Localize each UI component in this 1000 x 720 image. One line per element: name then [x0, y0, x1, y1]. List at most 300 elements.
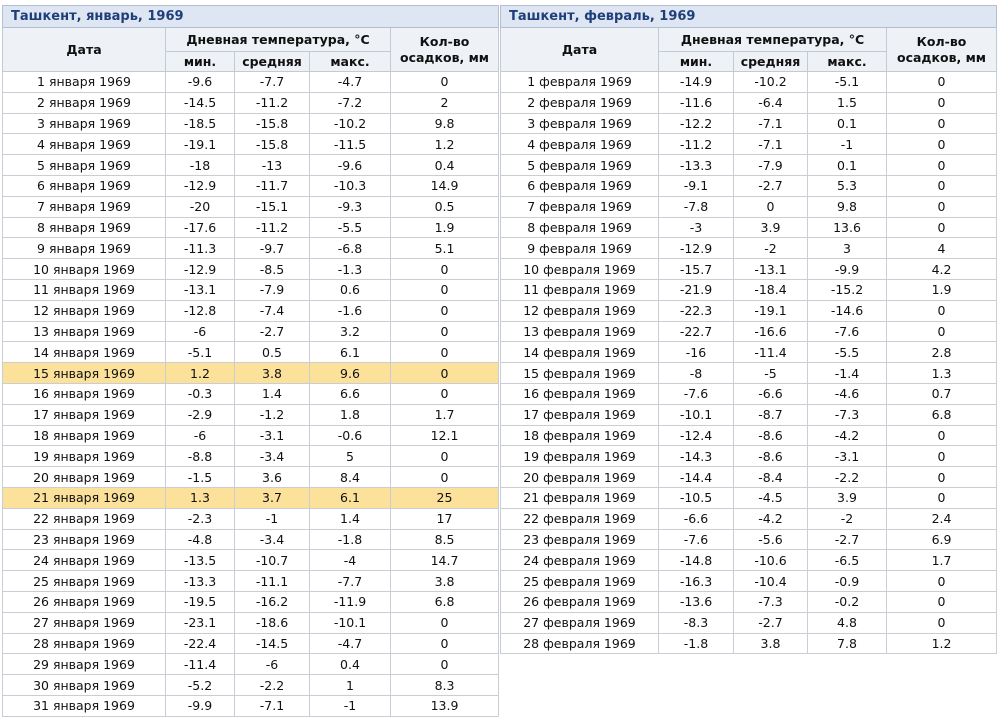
- cell-min-temp: -19.1: [166, 134, 235, 155]
- cell-min-temp: -11.6: [659, 92, 734, 113]
- cell-precipitation: 0: [887, 321, 997, 342]
- column-header-min: мин.: [659, 52, 734, 72]
- cell-date: 16 января 1969: [3, 383, 166, 404]
- table-row: [501, 529, 997, 550]
- table-row: [3, 529, 499, 550]
- cell-date: 10 февраля 1969: [501, 259, 659, 280]
- cell-min-temp: -18: [166, 155, 235, 176]
- cell-min-temp: -12.8: [166, 300, 235, 321]
- cell-max-temp: -4.6: [808, 383, 887, 404]
- table-row: [501, 467, 997, 488]
- cell-avg-temp: -16.6: [734, 321, 808, 342]
- table-row: [3, 591, 499, 612]
- cell-min-temp: -12.9: [659, 238, 734, 259]
- cell-precipitation: 0: [391, 654, 499, 675]
- cell-avg-temp: -10.6: [734, 550, 808, 571]
- cell-precipitation: 0: [887, 113, 997, 134]
- cell-max-temp: -1: [808, 134, 887, 155]
- cell-date: 6 февраля 1969: [501, 175, 659, 196]
- cell-precipitation: 0: [887, 217, 997, 238]
- cell-avg-temp: -7.9: [734, 155, 808, 176]
- cell-precipitation: 1.2: [391, 134, 499, 155]
- table-row: [501, 363, 997, 384]
- cell-date: 4 февраля 1969: [501, 134, 659, 155]
- cell-avg-temp: -1.2: [235, 404, 310, 425]
- cell-date: 19 февраля 1969: [501, 446, 659, 467]
- cell-avg-temp: -2.7: [734, 175, 808, 196]
- cell-precipitation: 1.7: [391, 404, 499, 425]
- cell-max-temp: 6.1: [310, 342, 391, 363]
- cell-precipitation: 14.9: [391, 175, 499, 196]
- column-header-max: макс.: [808, 52, 887, 72]
- cell-max-temp: 7.8: [808, 633, 887, 654]
- cell-avg-temp: -7.9: [235, 279, 310, 300]
- table-row: [501, 487, 997, 508]
- table-row: [3, 404, 499, 425]
- table-row: [501, 612, 997, 633]
- cell-avg-temp: -5: [734, 363, 808, 384]
- cell-precipitation: 14.7: [391, 550, 499, 571]
- cell-min-temp: -13.1: [166, 279, 235, 300]
- cell-min-temp: -19.5: [166, 591, 235, 612]
- table-row: [3, 675, 499, 696]
- table-row: [501, 571, 997, 592]
- cell-max-temp: 0.1: [808, 113, 887, 134]
- table-row: [501, 300, 997, 321]
- cell-avg-temp: 3.6: [235, 467, 310, 488]
- cell-precipitation: 0: [391, 633, 499, 654]
- cell-avg-temp: -15.8: [235, 134, 310, 155]
- table-row: [3, 363, 499, 384]
- cell-max-temp: 3.2: [310, 321, 391, 342]
- cell-avg-temp: -7.3: [734, 591, 808, 612]
- cell-date: 19 января 1969: [3, 446, 166, 467]
- cell-max-temp: -10.1: [310, 612, 391, 633]
- cell-avg-temp: -7.1: [734, 134, 808, 155]
- cell-min-temp: -21.9: [659, 279, 734, 300]
- cell-min-temp: -6.6: [659, 508, 734, 529]
- cell-max-temp: -4.2: [808, 425, 887, 446]
- weather-table-february: [500, 5, 996, 654]
- cell-precipitation: 0: [391, 342, 499, 363]
- cell-min-temp: -13.3: [659, 155, 734, 176]
- cell-precipitation: 6.8: [391, 591, 499, 612]
- cell-precipitation: 0: [887, 92, 997, 113]
- cell-date: 22 февраля 1969: [501, 508, 659, 529]
- cell-avg-temp: -11.1: [235, 571, 310, 592]
- table-row: [3, 134, 499, 155]
- cell-precipitation: 0: [887, 446, 997, 467]
- cell-precipitation: 8.5: [391, 529, 499, 550]
- cell-avg-temp: -15.1: [235, 196, 310, 217]
- cell-avg-temp: -11.4: [734, 342, 808, 363]
- cell-precipitation: 0: [391, 612, 499, 633]
- cell-max-temp: -10.3: [310, 175, 391, 196]
- cell-min-temp: -1.5: [166, 467, 235, 488]
- cell-min-temp: 1.2: [166, 363, 235, 384]
- cell-date: 31 января 1969: [3, 695, 166, 716]
- cell-precipitation: 0: [887, 425, 997, 446]
- cell-avg-temp: -11.7: [235, 175, 310, 196]
- table-row: [501, 72, 997, 93]
- table-row: [3, 113, 499, 134]
- table-row: [501, 113, 997, 134]
- cell-precipitation: 1.2: [887, 633, 997, 654]
- cell-avg-temp: -2.7: [235, 321, 310, 342]
- cell-date: 1 января 1969: [3, 72, 166, 93]
- cell-max-temp: 0.4: [310, 654, 391, 675]
- cell-date: 17 февраля 1969: [501, 404, 659, 425]
- cell-date: 20 января 1969: [3, 467, 166, 488]
- table-row: [501, 155, 997, 176]
- cell-date: 9 февраля 1969: [501, 238, 659, 259]
- cell-min-temp: -9.1: [659, 175, 734, 196]
- cell-date: 1 февраля 1969: [501, 72, 659, 93]
- cell-avg-temp: -13: [235, 155, 310, 176]
- cell-precipitation: 0: [391, 321, 499, 342]
- cell-date: 27 февраля 1969: [501, 612, 659, 633]
- cell-min-temp: -12.9: [166, 259, 235, 280]
- cell-avg-temp: -13.1: [734, 259, 808, 280]
- cell-min-temp: -5.1: [166, 342, 235, 363]
- cell-date: 11 февраля 1969: [501, 279, 659, 300]
- precipitation-label-line2: осадков, мм: [896, 49, 987, 65]
- table-row: [3, 259, 499, 280]
- cell-min-temp: -12.4: [659, 425, 734, 446]
- cell-max-temp: -1.4: [808, 363, 887, 384]
- cell-max-temp: -11.9: [310, 591, 391, 612]
- cell-precipitation: 8.3: [391, 675, 499, 696]
- cell-max-temp: -2: [808, 508, 887, 529]
- table-row: [3, 654, 499, 675]
- precipitation-label-line2: осадков, мм: [399, 49, 490, 65]
- cell-date: 3 января 1969: [3, 113, 166, 134]
- table-row: [3, 92, 499, 113]
- cell-avg-temp: -11.2: [235, 217, 310, 238]
- cell-min-temp: -8.8: [166, 446, 235, 467]
- cell-avg-temp: -8.5: [235, 259, 310, 280]
- cell-max-temp: -0.9: [808, 571, 887, 592]
- cell-max-temp: 6.1: [310, 487, 391, 508]
- cell-date: 8 февраля 1969: [501, 217, 659, 238]
- cell-date: 26 января 1969: [3, 591, 166, 612]
- cell-date: 17 января 1969: [3, 404, 166, 425]
- cell-min-temp: -7.8: [659, 196, 734, 217]
- cell-date: 28 января 1969: [3, 633, 166, 654]
- cell-date: 15 января 1969: [3, 363, 166, 384]
- table-row: [501, 446, 997, 467]
- cell-date: 3 февраля 1969: [501, 113, 659, 134]
- cell-date: 5 февраля 1969: [501, 155, 659, 176]
- cell-date: 26 февраля 1969: [501, 591, 659, 612]
- cell-max-temp: -4.7: [310, 72, 391, 93]
- cell-date: 12 февраля 1969: [501, 300, 659, 321]
- cell-date: 27 января 1969: [3, 612, 166, 633]
- cell-precipitation: 0: [887, 72, 997, 93]
- column-header-precipitation: [887, 28, 997, 72]
- cell-avg-temp: 0: [734, 196, 808, 217]
- cell-max-temp: -2.7: [808, 529, 887, 550]
- weather-table-january: [2, 5, 498, 717]
- cell-date: 28 февраля 1969: [501, 633, 659, 654]
- cell-date: 18 января 1969: [3, 425, 166, 446]
- cell-precipitation: 0.7: [887, 383, 997, 404]
- cell-avg-temp: 1.4: [235, 383, 310, 404]
- cell-min-temp: -12.9: [166, 175, 235, 196]
- cell-max-temp: -9.6: [310, 155, 391, 176]
- cell-precipitation: 1.3: [887, 363, 997, 384]
- cell-precipitation: 0.5: [391, 196, 499, 217]
- cell-max-temp: 8.4: [310, 467, 391, 488]
- table-row: [3, 238, 499, 259]
- cell-precipitation: 2.4: [887, 508, 997, 529]
- cell-precipitation: 0: [391, 467, 499, 488]
- cell-min-temp: -11.3: [166, 238, 235, 259]
- cell-date: 16 февраля 1969: [501, 383, 659, 404]
- cell-max-temp: -4.7: [310, 633, 391, 654]
- column-header-temperature: Дневная температура, °C: [659, 28, 887, 52]
- cell-max-temp: -7.6: [808, 321, 887, 342]
- cell-precipitation: 0: [391, 300, 499, 321]
- cell-min-temp: -2.9: [166, 404, 235, 425]
- cell-min-temp: -0.3: [166, 383, 235, 404]
- table-row: [3, 155, 499, 176]
- cell-max-temp: -11.5: [310, 134, 391, 155]
- cell-min-temp: -12.2: [659, 113, 734, 134]
- cell-precipitation: 25: [391, 487, 499, 508]
- cell-min-temp: -22.7: [659, 321, 734, 342]
- column-header-precipitation: [391, 28, 499, 72]
- cell-max-temp: -4: [310, 550, 391, 571]
- cell-max-temp: -0.6: [310, 425, 391, 446]
- cell-max-temp: -9.9: [808, 259, 887, 280]
- cell-avg-temp: 0.5: [235, 342, 310, 363]
- cell-max-temp: 3.9: [808, 487, 887, 508]
- table-row: [501, 425, 997, 446]
- column-header-avg: средняя: [734, 52, 808, 72]
- table-row: [501, 279, 997, 300]
- cell-precipitation: 0: [887, 175, 997, 196]
- table-row: [501, 404, 997, 425]
- column-header-temperature: Дневная температура, °C: [166, 28, 391, 52]
- cell-date: 25 января 1969: [3, 571, 166, 592]
- cell-min-temp: -16.3: [659, 571, 734, 592]
- cell-max-temp: 1.4: [310, 508, 391, 529]
- cell-max-temp: -5.5: [808, 342, 887, 363]
- cell-max-temp: -5.5: [310, 217, 391, 238]
- cell-min-temp: -9.6: [166, 72, 235, 93]
- cell-min-temp: -22.3: [659, 300, 734, 321]
- cell-avg-temp: -14.5: [235, 633, 310, 654]
- cell-precipitation: 2: [391, 92, 499, 113]
- cell-date: 7 января 1969: [3, 196, 166, 217]
- table-row: [3, 383, 499, 404]
- cell-max-temp: -1.3: [310, 259, 391, 280]
- cell-date: 8 января 1969: [3, 217, 166, 238]
- cell-precipitation: 2.8: [887, 342, 997, 363]
- cell-max-temp: -0.2: [808, 591, 887, 612]
- cell-avg-temp: -4.5: [734, 487, 808, 508]
- column-header-min: мин.: [166, 52, 235, 72]
- cell-avg-temp: -7.1: [734, 113, 808, 134]
- cell-precipitation: 4.2: [887, 259, 997, 280]
- table-row: [501, 342, 997, 363]
- cell-min-temp: -1.8: [659, 633, 734, 654]
- table-row: [501, 633, 997, 654]
- table-row: [501, 508, 997, 529]
- cell-min-temp: -10.1: [659, 404, 734, 425]
- cell-date: 24 января 1969: [3, 550, 166, 571]
- table-row: [3, 196, 499, 217]
- cell-min-temp: -16: [659, 342, 734, 363]
- table-row: [501, 591, 997, 612]
- cell-precipitation: 0: [887, 487, 997, 508]
- cell-avg-temp: -10.2: [734, 72, 808, 93]
- cell-avg-temp: 3.8: [734, 633, 808, 654]
- cell-avg-temp: -8.6: [734, 425, 808, 446]
- cell-precipitation: 3.8: [391, 571, 499, 592]
- cell-min-temp: -13.6: [659, 591, 734, 612]
- cell-avg-temp: -3.1: [235, 425, 310, 446]
- cell-min-temp: -14.9: [659, 72, 734, 93]
- cell-precipitation: 0: [887, 134, 997, 155]
- cell-precipitation: 0: [391, 383, 499, 404]
- cell-date: 29 января 1969: [3, 654, 166, 675]
- cell-avg-temp: -15.8: [235, 113, 310, 134]
- cell-min-temp: -20: [166, 196, 235, 217]
- cell-min-temp: -6: [166, 321, 235, 342]
- cell-min-temp: 1.3: [166, 487, 235, 508]
- cell-min-temp: -7.6: [659, 529, 734, 550]
- cell-date: 13 февраля 1969: [501, 321, 659, 342]
- cell-max-temp: -10.2: [310, 113, 391, 134]
- cell-precipitation: 1.9: [887, 279, 997, 300]
- cell-min-temp: -11.2: [659, 134, 734, 155]
- table-row: [3, 487, 499, 508]
- cell-avg-temp: -16.2: [235, 591, 310, 612]
- table-row: [3, 550, 499, 571]
- cell-max-temp: -1.8: [310, 529, 391, 550]
- cell-date: 7 февраля 1969: [501, 196, 659, 217]
- cell-precipitation: 0: [887, 155, 997, 176]
- cell-date: 22 января 1969: [3, 508, 166, 529]
- table-row: [3, 217, 499, 238]
- cell-avg-temp: -4.2: [734, 508, 808, 529]
- column-header-avg: средняя: [235, 52, 310, 72]
- cell-date: 18 февраля 1969: [501, 425, 659, 446]
- cell-precipitation: 4: [887, 238, 997, 259]
- cell-max-temp: -7.2: [310, 92, 391, 113]
- cell-max-temp: 1.8: [310, 404, 391, 425]
- cell-precipitation: 12.1: [391, 425, 499, 446]
- cell-min-temp: -3: [659, 217, 734, 238]
- cell-avg-temp: -7.1: [235, 695, 310, 716]
- cell-min-temp: -2.3: [166, 508, 235, 529]
- cell-max-temp: -3.1: [808, 446, 887, 467]
- cell-precipitation: 0: [887, 571, 997, 592]
- table-row: [3, 300, 499, 321]
- cell-precipitation: 0: [887, 612, 997, 633]
- cell-precipitation: 0: [391, 279, 499, 300]
- cell-date: 9 января 1969: [3, 238, 166, 259]
- table-row: [501, 92, 997, 113]
- cell-precipitation: 9.8: [391, 113, 499, 134]
- table-row: [3, 342, 499, 363]
- cell-precipitation: 13.9: [391, 695, 499, 716]
- cell-min-temp: -14.5: [166, 92, 235, 113]
- cell-date: 21 января 1969: [3, 487, 166, 508]
- cell-min-temp: -13.3: [166, 571, 235, 592]
- cell-precipitation: 0: [391, 72, 499, 93]
- cell-max-temp: 3: [808, 238, 887, 259]
- cell-precipitation: 0: [887, 300, 997, 321]
- cell-avg-temp: 3.9: [734, 217, 808, 238]
- cell-avg-temp: -11.2: [235, 92, 310, 113]
- cell-max-temp: 0.6: [310, 279, 391, 300]
- cell-avg-temp: -6.6: [734, 383, 808, 404]
- cell-date: 2 января 1969: [3, 92, 166, 113]
- table-row: [501, 238, 997, 259]
- table-row: [3, 321, 499, 342]
- cell-min-temp: -14.3: [659, 446, 734, 467]
- cell-max-temp: -15.2: [808, 279, 887, 300]
- cell-date: 5 января 1969: [3, 155, 166, 176]
- cell-min-temp: -5.2: [166, 675, 235, 696]
- table-row: [501, 383, 997, 404]
- table-body: [501, 72, 997, 654]
- cell-min-temp: -22.4: [166, 633, 235, 654]
- cell-avg-temp: -3.4: [235, 446, 310, 467]
- table-row: [3, 175, 499, 196]
- table-row: [3, 279, 499, 300]
- cell-min-temp: -10.5: [659, 487, 734, 508]
- table-row: [501, 550, 997, 571]
- table-row: [501, 259, 997, 280]
- cell-precipitation: 0: [887, 467, 997, 488]
- table-row: [3, 425, 499, 446]
- cell-max-temp: -2.2: [808, 467, 887, 488]
- cell-min-temp: -8.3: [659, 612, 734, 633]
- cell-precipitation: 0: [887, 196, 997, 217]
- table-row: [501, 175, 997, 196]
- cell-max-temp: 5.3: [808, 175, 887, 196]
- cell-avg-temp: -9.7: [235, 238, 310, 259]
- cell-date: 11 января 1969: [3, 279, 166, 300]
- cell-max-temp: -1: [310, 695, 391, 716]
- cell-max-temp: -1.6: [310, 300, 391, 321]
- cell-date: 15 февраля 1969: [501, 363, 659, 384]
- cell-avg-temp: -2.2: [235, 675, 310, 696]
- cell-date: 23 января 1969: [3, 529, 166, 550]
- cell-avg-temp: -1: [235, 508, 310, 529]
- precipitation-label-line1: Кол-во: [419, 33, 470, 49]
- cell-avg-temp: -3.4: [235, 529, 310, 550]
- cell-date: 23 февраля 1969: [501, 529, 659, 550]
- cell-date: 20 февраля 1969: [501, 467, 659, 488]
- cell-avg-temp: -18.4: [734, 279, 808, 300]
- cell-date: 4 января 1969: [3, 134, 166, 155]
- cell-avg-temp: -5.6: [734, 529, 808, 550]
- column-header-date: Дата: [3, 28, 166, 72]
- cell-precipitation: 0: [887, 591, 997, 612]
- cell-avg-temp: -19.1: [734, 300, 808, 321]
- cell-avg-temp: -10.7: [235, 550, 310, 571]
- cell-date: 10 января 1969: [3, 259, 166, 280]
- cell-date: 14 февраля 1969: [501, 342, 659, 363]
- cell-avg-temp: -2.7: [734, 612, 808, 633]
- cell-max-temp: 9.6: [310, 363, 391, 384]
- cell-date: 25 февраля 1969: [501, 571, 659, 592]
